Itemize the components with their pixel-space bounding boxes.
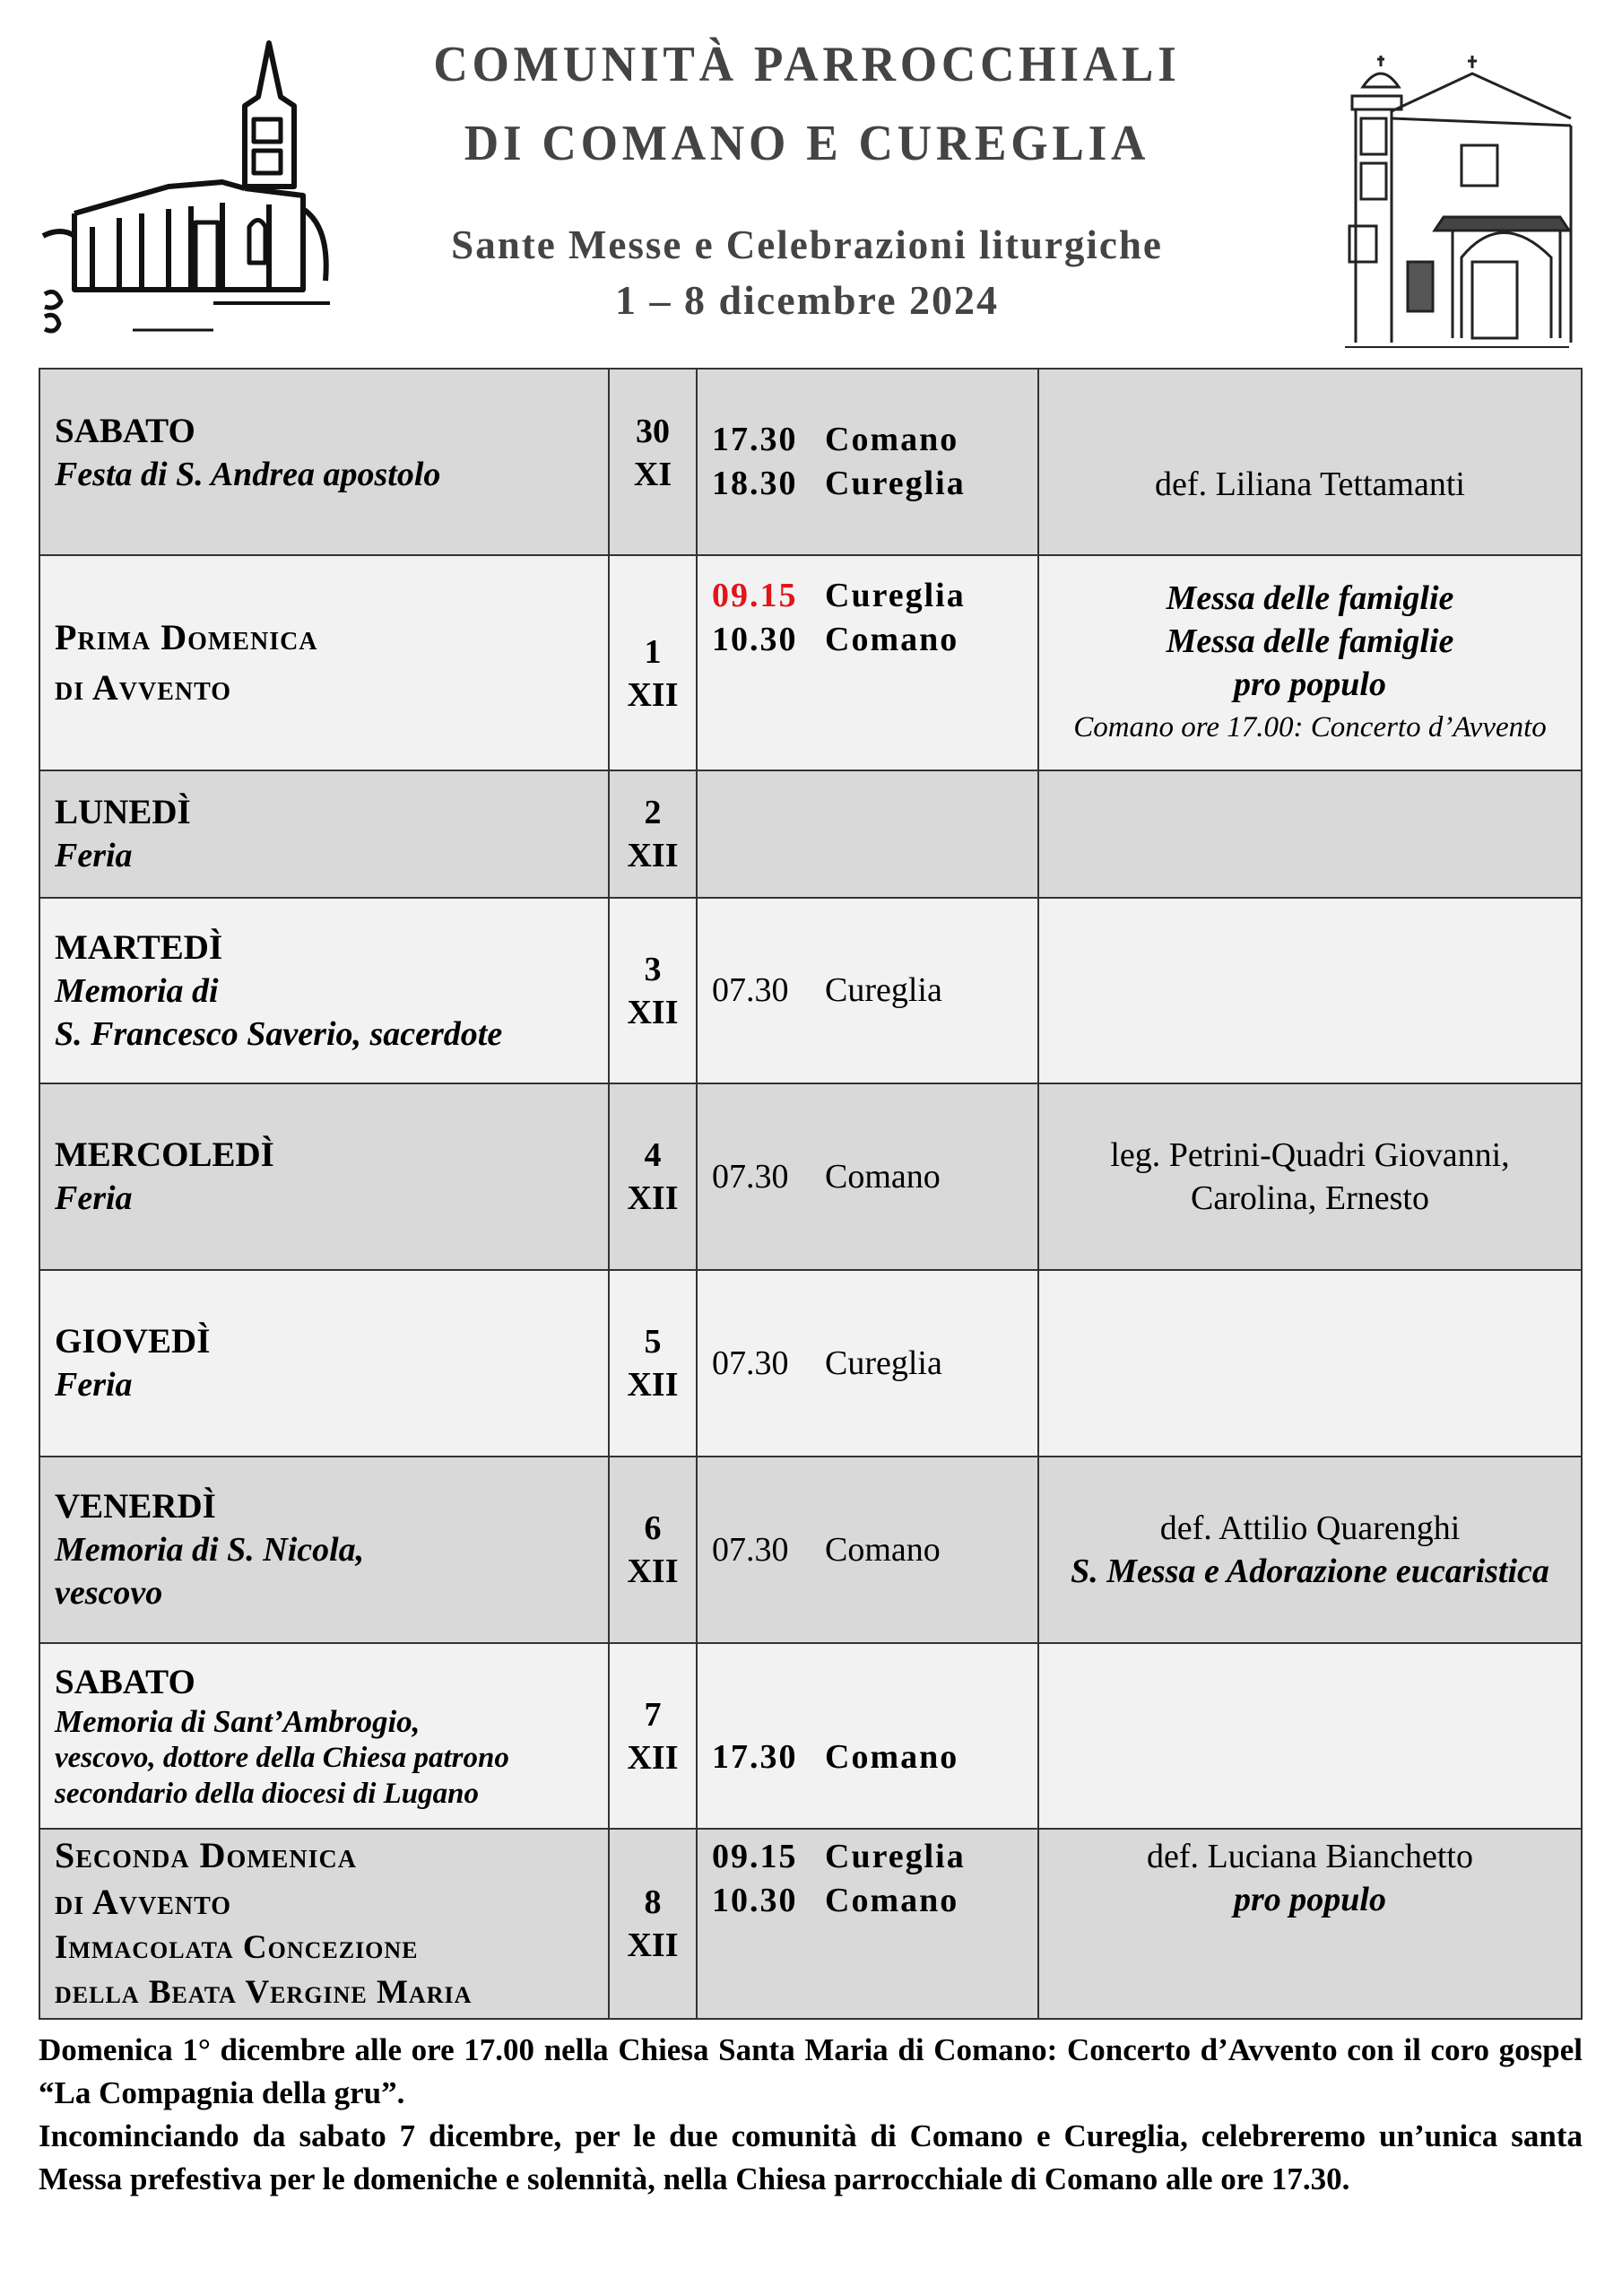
mass-entry: [712, 1835, 1037, 1879]
mass-entry: [712, 1528, 1037, 1572]
title-line-1: COMUNITÀ PARROCCHIALI: [433, 37, 1181, 92]
notes-cell: [1038, 770, 1582, 898]
day-cell: [39, 1457, 609, 1643]
day-cell: [39, 1643, 609, 1829]
date-cell: [609, 770, 697, 898]
notes-cell: [1038, 369, 1582, 555]
feast-name: Memoria di: [55, 971, 219, 1010]
day-name: VENERDÌ: [55, 1487, 216, 1526]
mass-place: Comano: [825, 621, 959, 658]
mass-time: 07.30: [712, 1344, 789, 1382]
mass-place: Cureglia: [825, 971, 942, 1009]
date-cell: [609, 555, 697, 770]
notes-cell: [1038, 1643, 1582, 1829]
mass-place: Comano: [825, 1882, 959, 1919]
month-roman: XII: [627, 1738, 679, 1777]
subtitle: Sante Messe e Celebrazioni liturgiche: [451, 222, 1163, 267]
feast-title: Prima Domenica: [55, 617, 318, 657]
intention: def. Luciana Bianchetto: [1146, 1838, 1473, 1875]
day-cell: [39, 1829, 609, 2019]
feast-name: Memoria di Sant’Ambrogio,: [55, 1703, 421, 1739]
mass-time: 17.30: [712, 421, 798, 458]
day-name: MERCOLEDÌ: [55, 1135, 274, 1174]
table-row: [39, 898, 1582, 1083]
day-number: 1: [644, 633, 662, 671]
date-cell: [609, 1270, 697, 1457]
mass-entry: [712, 418, 1037, 462]
month-roman: XII: [627, 1366, 679, 1404]
intention: Messa delle famiglie: [1166, 622, 1454, 660]
day-cell: [39, 1270, 609, 1457]
event-note: S. Messa e Adorazione eucaristica: [1071, 1552, 1549, 1590]
notes-cell: [1038, 1829, 1582, 2019]
feast-title: Seconda Domenica: [55, 1835, 357, 1875]
day-cell: [39, 555, 609, 770]
feast-name: S. Francesco Saverio, sacerdote: [55, 1014, 503, 1053]
intention: pro populo: [1234, 1881, 1386, 1918]
mass-time: 09.15: [712, 1838, 798, 1875]
feast-name: secondario della diocesi di Lugano: [55, 1777, 479, 1810]
intention: Carolina, Ernesto: [1191, 1179, 1429, 1217]
mass-time: 17.30: [712, 1738, 798, 1776]
notes-cell: [1038, 1457, 1582, 1643]
month-roman: XII: [627, 1926, 679, 1964]
day-cell: [39, 369, 609, 555]
mass-place: Cureglia: [825, 1838, 966, 1875]
mass-times-cell: [697, 1270, 1038, 1457]
announcements: [39, 2029, 1583, 2201]
mass-times-cell: [697, 898, 1038, 1083]
church-facade-illustration: [1336, 47, 1576, 352]
month-roman: XII: [627, 1552, 679, 1590]
table-row: [39, 1829, 1582, 2019]
mass-place: Comano: [825, 1530, 941, 1569]
title-line-2: DI COMANO E CUREGLIA: [464, 116, 1150, 171]
mass-place: Comano: [825, 1157, 941, 1196]
intention: def. Liliana Tettamanti: [1155, 465, 1465, 503]
day-number: 5: [644, 1323, 662, 1361]
day-number: 8: [644, 1883, 662, 1921]
mass-time: 10.30: [712, 1882, 798, 1919]
day-cell: [39, 770, 609, 898]
mass-times-cell: [697, 555, 1038, 770]
mass-times-cell: [697, 770, 1038, 898]
mass-times-cell: [697, 1643, 1038, 1829]
mass-place: Comano: [825, 421, 959, 458]
table-row: [39, 555, 1582, 770]
notes-cell: [1038, 898, 1582, 1083]
event-note: Comano ore 17.00: Concerto d’Avvento: [1073, 711, 1547, 744]
date-range: 1 – 8 dicembre 2024: [614, 277, 1000, 323]
mass-time: 07.30: [712, 1530, 789, 1569]
day-name: GIOVEDÌ: [55, 1322, 211, 1361]
mass-place: Comano: [825, 1738, 959, 1776]
date-cell: [609, 1083, 697, 1270]
month-roman: XII: [627, 676, 679, 714]
mass-entry: [712, 1155, 1037, 1199]
date-cell: [609, 898, 697, 1083]
mass-time: 07.30: [712, 1157, 789, 1196]
mass-time: 10.30: [712, 621, 798, 658]
feast-name: Festa di S. Andrea apostolo: [55, 456, 441, 493]
month-roman: XI: [633, 456, 672, 493]
notes-cell: [1038, 555, 1582, 770]
day-number: 6: [644, 1509, 662, 1547]
table-row: [39, 1083, 1582, 1270]
mass-entry: [712, 1342, 1037, 1386]
announcement-concert: Domenica 1° dicembre alle ore 17.00 nella Chiesa Santa Maria di Comano: Concerto d’Avvento con il coro gospel “La Compagnia della gru”.: [39, 2032, 1583, 2110]
intention: Messa delle famiglie: [1166, 579, 1454, 617]
feast-name: vescovo, dottore della Chiesa patrono: [55, 1741, 509, 1774]
mass-times-cell: [697, 1083, 1038, 1270]
month-roman: XII: [627, 993, 679, 1031]
table-row: [39, 1457, 1582, 1643]
mass-entry: [712, 1879, 1037, 1923]
day-number: 30: [636, 413, 670, 450]
table-row: [39, 369, 1582, 555]
mass-place: Cureglia: [825, 465, 966, 502]
day-number: 2: [644, 794, 662, 831]
mass-place: Cureglia: [825, 577, 966, 614]
feast-name: Memoria di S. Nicola,: [55, 1531, 365, 1569]
mass-time-highlighted: 09.15: [712, 577, 798, 614]
feast-title: di Avvento: [55, 667, 232, 708]
mass-entry: [712, 618, 1037, 662]
day-number: 4: [644, 1136, 662, 1174]
table-row: [39, 1270, 1582, 1457]
day-name: LUNEDÌ: [55, 793, 191, 831]
mass-entry: [712, 574, 1037, 618]
feast-title: della Beata Vergine Maria: [55, 1974, 473, 2011]
intention: pro populo: [1234, 665, 1386, 703]
month-roman: XII: [627, 1179, 679, 1217]
feast-title: Immacolata Concezione: [55, 1929, 419, 1966]
mass-time: 07.30: [712, 971, 789, 1009]
feast-title: di Avvento: [55, 1882, 232, 1922]
day-number: 3: [644, 950, 662, 988]
announcement-prefestive-mass: Incominciando da sabato 7 dicembre, per le due comunità di Comano e Cureglia, celebreremo un’unica santa Messa prefestiva per le domeniche e solennità, nella Chiesa parrocchiale di Comano alle ore 17.30.: [39, 2118, 1583, 2196]
date-cell: [609, 369, 697, 555]
date-cell: [609, 1829, 697, 2019]
feast-name: Feria: [55, 837, 133, 874]
mass-times-cell: [697, 1829, 1038, 2019]
mass-times-cell: [697, 1457, 1038, 1643]
mass-times-cell: [697, 369, 1038, 555]
intention: def. Attilio Quarenghi: [1159, 1509, 1461, 1547]
mass-entry: [712, 1735, 1037, 1779]
day-name: SABATO: [55, 412, 195, 450]
feast-name: Feria: [55, 1366, 133, 1404]
feast-name: vescovo: [55, 1574, 163, 1612]
feast-name: Feria: [55, 1179, 133, 1217]
table-row: [39, 770, 1582, 898]
notes-cell: [1038, 1083, 1582, 1270]
day-cell: [39, 1083, 609, 1270]
table-row: [39, 1643, 1582, 1829]
mass-entry: [712, 462, 1037, 506]
notes-cell: [1038, 1270, 1582, 1457]
mass-time: 18.30: [712, 465, 798, 502]
month-roman: XII: [627, 837, 679, 874]
day-cell: [39, 898, 609, 1083]
day-name: SABATO: [55, 1662, 195, 1701]
date-cell: [609, 1643, 697, 1829]
day-number: 7: [644, 1695, 662, 1734]
date-cell: [609, 1457, 697, 1643]
intention: leg. Petrini-Quadri Giovanni,: [1110, 1136, 1510, 1174]
mass-entry: [712, 969, 1037, 1013]
mass-place: Cureglia: [825, 1344, 942, 1382]
church-bell-tower-illustration: [34, 34, 339, 350]
day-name: MARTEDÌ: [55, 927, 223, 967]
mass-schedule-table: [39, 368, 1583, 2020]
